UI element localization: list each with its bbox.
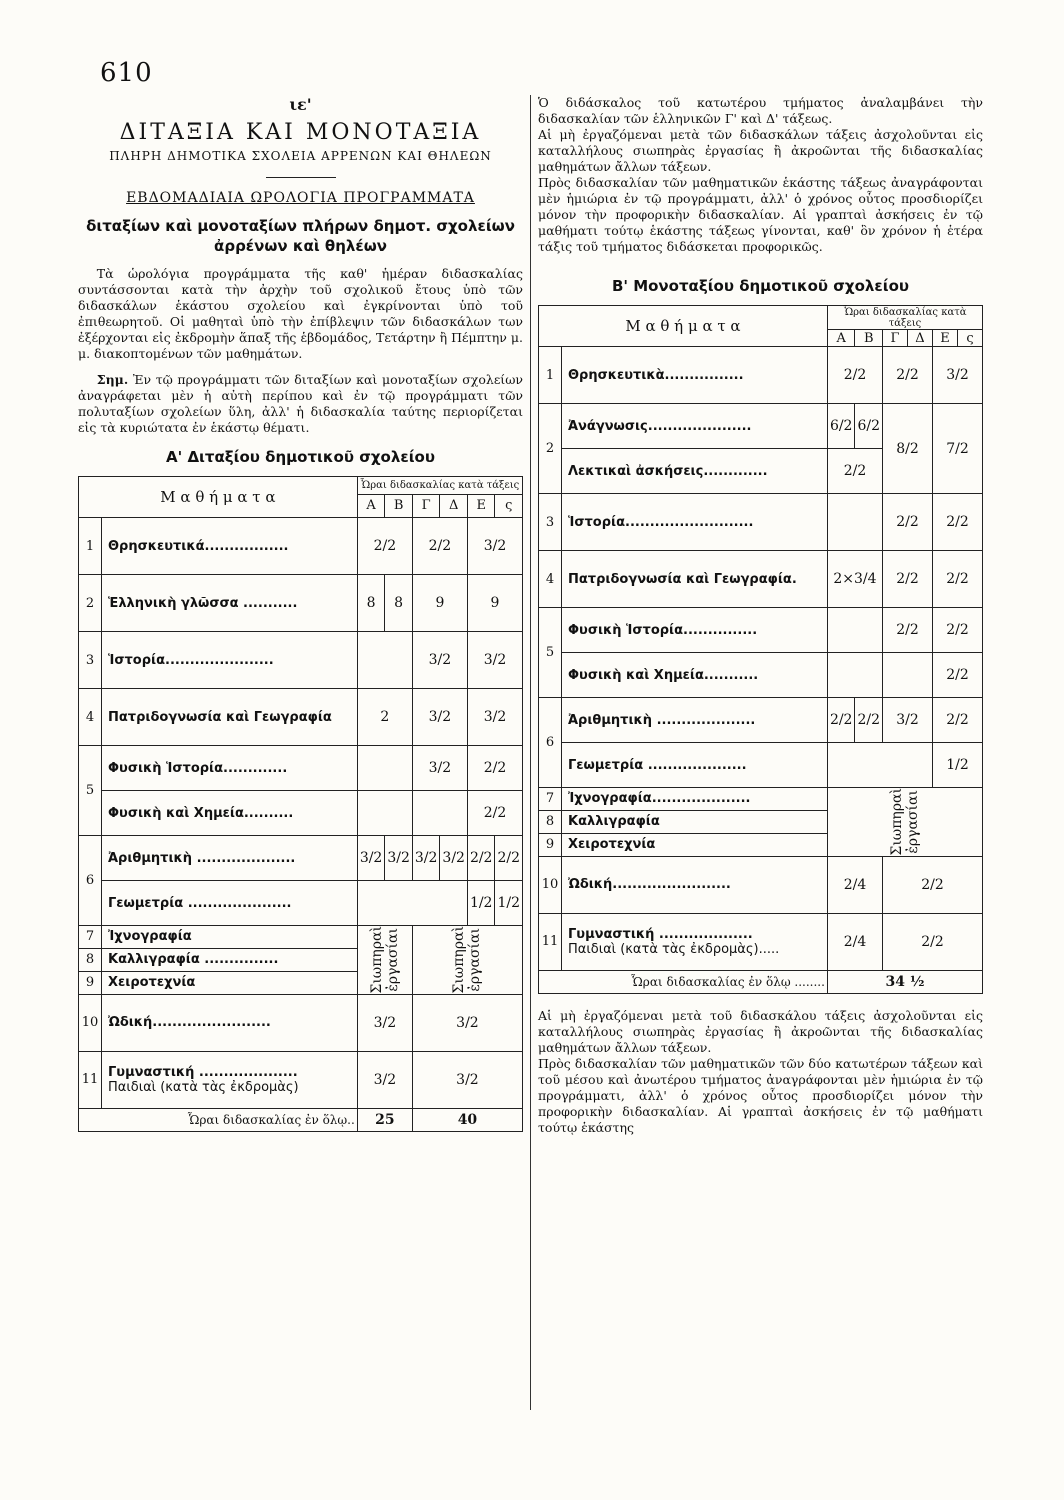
table-a <box>78 476 523 1132</box>
hours-cell: 3/2 <box>467 689 522 746</box>
table-row <box>539 494 983 551</box>
hours-cell: 3/2 <box>357 1051 412 1108</box>
row-number: 1 <box>539 347 562 404</box>
total-value: 34 ½ <box>827 970 982 993</box>
section-title: ΔΙΤΑΞΙΑ ΚΑΙ ΜΟΝΟΤΑΞΙΑ <box>119 120 482 145</box>
table-row <box>539 608 983 653</box>
subject: Ἰχνογραφία <box>102 926 358 949</box>
hours-cell: 2/2 <box>933 494 983 551</box>
right-paragraph-2: Αἱ μὴ ἐργαζόμεναι μετὰ τῶν διδασκάλων τάξεις ἀσχολοῦνται εἰς καταλλήλους σιωπηρὰς ἐργασίας ἢ ἀκροῶνται τῆς διδασκαλίας μαθημάτων ἄλλων τάξεων. <box>538 127 983 174</box>
grade-header: Α <box>357 494 385 517</box>
hours-cell: 3/2 <box>412 632 467 689</box>
subject: Φυσικὴ Ἱστορία............... <box>562 608 828 653</box>
subject: Ἀριθμητικὴ .................... <box>562 698 828 743</box>
subjects-header: Μ α θ ή μ α τ α <box>539 306 828 347</box>
section-subtitle: ΠΛΗΡΗ ΔΗΜΟΤΙΚΑ ΣΧΟΛΕΙΑ ΑΡΡΕΝΩΝ ΚΑΙ ΘΗΛΕΩΝ <box>109 149 492 163</box>
row-number: 9 <box>539 833 562 856</box>
hours-cell: 2/2 <box>467 791 522 836</box>
row-number: 2 <box>79 575 102 632</box>
right-paragraph-1: Ὁ διδάσκαλος τοῦ κατωτέρου τμήματος ἀναλαμβάνει τὴν διδασκαλίαν τῶν ἑλληνικῶν Γ' καὶ Δ' τάξεως. <box>538 95 983 126</box>
hours-cell: 2/2 <box>357 518 412 575</box>
hours-cell: 2×3/4 <box>827 551 882 608</box>
table-row <box>539 551 983 608</box>
hours-cell: 2/2 <box>883 608 933 653</box>
hours-header: Ὧραι διδασκαλίας κατὰ τάξεις <box>357 477 522 495</box>
total-value: 40 <box>412 1108 522 1131</box>
row-number: 4 <box>539 551 562 608</box>
hours-cell: 3/2 <box>933 347 983 404</box>
right-column <box>538 95 983 1136</box>
subject: Γυμναστική .................... <box>108 1064 298 1080</box>
row-number: 10 <box>79 994 102 1051</box>
table-row <box>539 653 983 698</box>
subject: Γυμναστική ................... <box>568 926 753 942</box>
total-row <box>539 970 983 993</box>
subject: Ὠδική........................ <box>562 856 828 913</box>
row-number: 7 <box>539 788 562 811</box>
table-row <box>539 913 983 970</box>
hours-cell: 2/2 <box>883 494 933 551</box>
hours-cell: 3/2 <box>412 746 467 791</box>
hours-cell: 3/2 <box>412 994 522 1051</box>
subject: Παιδιαὶ (κατὰ τὰς ἐκδρομὰς) <box>108 1079 299 1095</box>
hours-cell: 2/2 <box>855 698 883 743</box>
row-number: 6 <box>539 698 562 788</box>
grade-header: Γ <box>883 330 908 347</box>
subject: Φυσικὴ καὶ Χημεία.......... <box>102 791 358 836</box>
table-row <box>79 632 523 689</box>
subject: Φυσικὴ Ἱστορία............. <box>102 746 358 791</box>
grade-header: Δ <box>908 330 933 347</box>
hours-cell: 3/2 <box>883 698 933 743</box>
total-value: 25 <box>357 1108 412 1131</box>
hours-cell: 3/2 <box>357 994 412 1051</box>
hours-cell: 3/2 <box>440 836 468 881</box>
hours-cell: 3/2 <box>357 836 385 881</box>
page-number: 610 <box>100 58 153 88</box>
silent-work-label: Σιωπηραὶ ἐργασίαι <box>368 926 401 994</box>
hours-cell: 8 <box>385 575 413 632</box>
subject: Ἱστορία...................... <box>102 632 358 689</box>
hours-cell: 8 <box>357 575 385 632</box>
divider <box>266 177 336 178</box>
hours-cell: 2/2 <box>883 856 983 913</box>
subject: Καλλιγραφία <box>562 810 828 833</box>
table-b-title: Β' Μονοταξίου δημοτικοῦ σχολείου <box>611 277 910 295</box>
grade-header: ς <box>495 494 523 517</box>
table-row <box>79 689 523 746</box>
row-number: 11 <box>539 913 562 970</box>
row-number: 8 <box>539 810 562 833</box>
subjects-header: Μ α θ ή μ α τ α <box>79 477 358 518</box>
subject: Χειροτεχνία <box>102 971 358 994</box>
subject: Θρησκευτικὰ................ <box>562 347 828 404</box>
subject: Ἀριθμητικὴ .................... <box>102 836 358 881</box>
subject: Πατριδογνωσία καὶ Γεωγραφία. <box>562 551 828 608</box>
silent-work-label: Σιωπηραὶ ἐργασίαι <box>888 788 921 856</box>
subject: Γεωμετρία .................... <box>562 743 828 788</box>
hours-cell: 2/2 <box>933 551 983 608</box>
column-divider <box>530 95 531 1410</box>
hours-cell: 3/2 <box>412 689 467 746</box>
grade-header: ς <box>958 330 983 347</box>
hours-cell: 2/2 <box>467 746 522 791</box>
intro-paragraph: Τὰ ὡρολόγια προγράμματα τῆς καθ' ἡμέραν διδασκαλίας συντάσσονται κατὰ τὴν ἀρχὴν τοῦ σχολικοῦ ἔτους ὑπὸ τῶν διδασκάλων ἑκάστου σχολείου καὶ ἐγκρίνονται ὑπὸ τοῦ ἐπιθεωρητοῦ. Οἱ μαθηταὶ ὑπὸ τὴν ἐπίβλεψιν τῶν διδασκάλων των ἐξέρχονται εἰς ἐκδρομὴν ἅπαξ τῆς ἑβδομάδος, Τετάρτην ἢ Πέμπτην μ. μ. διακοπτομένων τῶν μαθημάτων. <box>78 266 523 361</box>
right-paragraph-3: Πρὸς διδασκαλίαν τῶν μαθηματικῶν ἑκάστης τάξεως ἀναγράφονται μὲν ἡμιώρια ἐν τῷ προγράμματι, ἀλλ' ὁ χρόνος οὗτος προσδιορίζει μόνον τὴν προφορικὴν διδασκαλίαν. Αἱ γραπταὶ ἀσκήσεις ἐν τῷ μαθήματι τούτῳ ἑκάστης τάξεως γίνονται, καθ' ὃν χρόνον ἡ ἑτέρα τάξις τοῦ τμήματος διδάσκεται προφορικῶς. <box>538 175 983 254</box>
program-heading: ΕΒΔΟΜΑΔΙΑΙΑ ΩΡΟΛΟΓΙΑ ΠΡΟΓΡΑΜΜΑΤΑ <box>126 190 475 206</box>
subject: Λεκτικαὶ ἀσκήσεις............. <box>562 449 828 494</box>
hours-cell: 2/2 <box>883 913 983 970</box>
row-number: 3 <box>539 494 562 551</box>
subject: Πατριδογνωσία καὶ Γεωγραφία <box>102 689 358 746</box>
row-number: 7 <box>79 926 102 949</box>
subject: Καλλιγραφία ............... <box>102 948 358 971</box>
table-row <box>79 518 523 575</box>
hours-cell: 2/2 <box>495 836 523 881</box>
program-subheading: διταξίων καὶ μονοταξίων πλήρων δημοτ. σχολείων ἀρρένων καὶ θηλέων <box>86 217 515 255</box>
hours-cell: 2/2 <box>412 518 467 575</box>
row-number: 5 <box>539 608 562 698</box>
silent-work-label: Σιωπηραὶ ἐργασίαι <box>451 926 484 994</box>
hours-cell: 2/2 <box>827 698 855 743</box>
subject: Θρησκευτικά................. <box>102 518 358 575</box>
hours-cell: 2/2 <box>467 836 495 881</box>
hours-cell: 1/2 <box>467 881 495 926</box>
hours-cell: 7/2 <box>933 404 983 494</box>
row-number: 11 <box>79 1051 102 1108</box>
table-row <box>539 347 983 404</box>
note-text: Ἐν τῷ προγράμματι τῶν διταξίων καὶ μονοταξίων σχολείων ἀναγράφεται μὲν ἡ αὐτὴ περίπου καὶ ἐν τῷ προγράμματι τῶν πολυταξίων σχολείων ὕλη, ἀλλ' ἡ διδασκαλία ταύτης περιορίζεται εἰς τὰ κυριώτατα ἐν ἑκάστῳ θέματι. <box>78 372 523 435</box>
hours-cell: 1/2 <box>933 743 983 788</box>
hours-cell: 9 <box>467 575 522 632</box>
hours-cell: 2/2 <box>933 653 983 698</box>
hours-cell: 3/2 <box>412 1051 522 1108</box>
table-row <box>79 881 523 926</box>
subject: Ἰχνογραφία.................... <box>562 788 828 811</box>
total-label: Ὧραι διδασκαλίας ἐν ὅλῳ ........ <box>539 970 828 993</box>
row-number: 2 <box>539 404 562 494</box>
hours-cell: 6/2 <box>855 404 883 449</box>
hours-cell: 2 <box>357 689 412 746</box>
hours-cell: 9 <box>412 575 467 632</box>
table-row <box>79 994 523 1051</box>
hours-cell: 3/2 <box>412 836 440 881</box>
note-paragraph <box>78 372 523 436</box>
total-row <box>79 1108 523 1131</box>
table-row <box>539 743 983 788</box>
hours-cell: 3/2 <box>467 632 522 689</box>
row-number: 9 <box>79 971 102 994</box>
right-paragraph-5: Πρὸς διδασκαλίαν τῶν μαθηματικῶν τῶν δύο κατωτέρων τάξεων καὶ τοῦ μέσου καὶ ἀνωτέρου τμήματος ἀναγράφονται μὲν ἡμιώρια ἐν τῷ προγράμματι, ἀλλ' ὁ χρόνος οὗτος προσδιορίζει μόνον τὴν προφορικὴν διδασκαλίαν. Αἱ γραπταὶ ἀσκήσεις ἐν τῷ μαθήματι τούτῳ ἑκάστης <box>538 1055 983 1135</box>
right-paragraph-4: Αἱ μὴ ἐργαζόμεναι μετὰ τοῦ διδασκάλου τάξεις ἀσχολοῦνται εἰς καταλλήλους σιωπηρὰς ἐργασίας ἢ ἀκροῶνται τῆς διδασκαλίας μαθημάτων ἄλλων τάξεων. <box>538 1007 983 1055</box>
table-a-title: Α' Διταξίου δημοτικοῦ σχολείου <box>166 448 435 466</box>
left-column <box>78 95 523 1132</box>
row-number: 8 <box>79 948 102 971</box>
table-row <box>539 788 983 811</box>
table-row <box>79 575 523 632</box>
grade-header: Α <box>827 330 855 347</box>
subject: Ἀνάγνωσις..................... <box>562 404 828 449</box>
table-row <box>539 698 983 743</box>
table-b <box>538 305 983 994</box>
hours-cell: 2/2 <box>933 608 983 653</box>
grade-header: Ε <box>933 330 958 347</box>
hours-cell: 2/2 <box>827 347 882 404</box>
row-number: 3 <box>79 632 102 689</box>
subject: Παιδιαὶ (κατὰ τὰς ἐκδρομὰς)..... <box>568 941 780 957</box>
subject: Ὠδική........................ <box>102 994 358 1051</box>
hours-cell: 2/2 <box>827 449 882 494</box>
subject: Γεωμετρία ..................... <box>102 881 358 926</box>
hours-cell: 3/2 <box>467 518 522 575</box>
table-row <box>79 746 523 791</box>
table-row <box>79 791 523 836</box>
table-row <box>539 404 983 449</box>
hours-cell: 2/2 <box>883 347 933 404</box>
note-label: Σημ. <box>96 372 129 387</box>
hours-cell: 8/2 <box>883 404 933 494</box>
grade-header: Δ <box>440 494 468 517</box>
hours-cell: 2/2 <box>883 551 933 608</box>
table-row <box>539 856 983 913</box>
subject: Ἑλληνικὴ γλῶσσα ........... <box>102 575 358 632</box>
subject: Χειροτεχνία <box>562 833 828 856</box>
row-number: 6 <box>79 836 102 926</box>
grade-header: Γ <box>412 494 440 517</box>
row-number: 4 <box>79 689 102 746</box>
hours-header: Ὧραι διδασκαλίας κατὰ τάξεις <box>827 306 982 330</box>
hours-cell: 3/2 <box>385 836 413 881</box>
hours-cell: 6/2 <box>827 404 855 449</box>
hours-cell: 2/4 <box>827 913 882 970</box>
row-number: 5 <box>79 746 102 836</box>
section-number: ιε' <box>289 95 312 114</box>
grade-header: Β <box>385 494 413 517</box>
total-label: Ὧραι διδασκαλίας ἐν ὅλῳ.. <box>79 1108 358 1131</box>
subject: Ἱστορία.......................... <box>562 494 828 551</box>
grade-header: Ε <box>467 494 495 517</box>
hours-cell: 2/4 <box>827 856 882 913</box>
row-number: 10 <box>539 856 562 913</box>
table-row <box>79 836 523 881</box>
hours-cell: 2/2 <box>933 698 983 743</box>
grade-header: Β <box>855 330 883 347</box>
subject: Φυσικὴ καὶ Χημεία........... <box>562 653 828 698</box>
table-row <box>79 926 523 949</box>
table-row <box>79 1051 523 1108</box>
hours-cell: 1/2 <box>495 881 523 926</box>
row-number: 1 <box>79 518 102 575</box>
